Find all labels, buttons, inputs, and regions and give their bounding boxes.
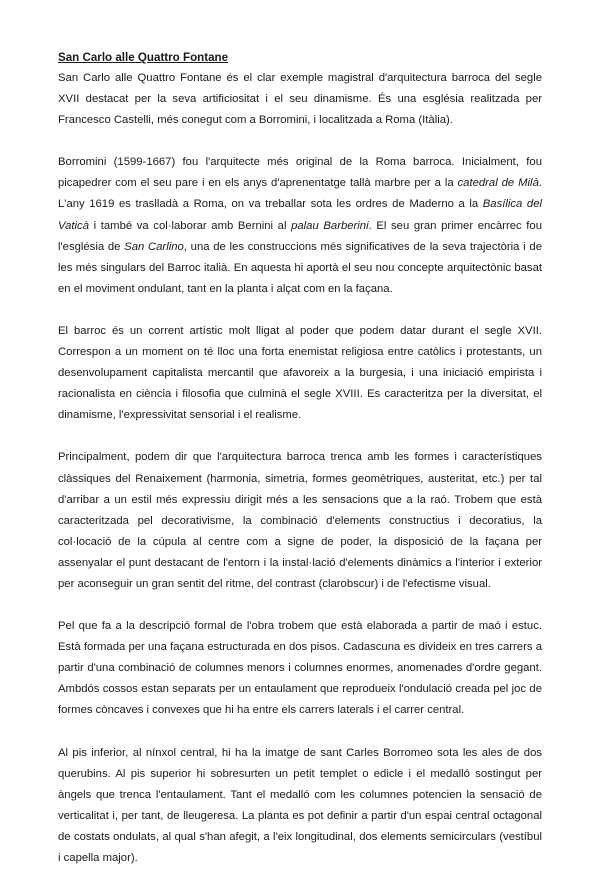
page-title: San Carlo alle Quattro Fontane: [58, 51, 229, 64]
paragraph-pis-inferior: Al pis inferior, al nínxol central, hi ha la imatge de sant Carles Borromeo sota les ales de dos querubins. Al pis superior hi sobresurten un petit templet o edicle i el medalló sostingut per àngels que trenca l'entaulament. Tant el medalló com les columnes potencien la sensació de verticalitat i, per tant, de lleugeresa. La planta es pot definir a partir d'un espai central octagonal de costats ondulats, al qual s'han afegit, a l'eix longitudinal, dos elements semicirculars (vestíbul i capella major).: [58, 746, 542, 864]
paragraph-text: . El seu gran primer encàrrec fou l'església de: [58, 219, 542, 253]
paragraph-barroc: El barroc és un corrent artístic molt lligat al poder que podem datar durant el segle XVII. Correspon a un moment on té lloc una forta enemistat religiosa entre catòlics i protestants, un desenvolupament capitalista mercantil que afavoreix a la burgesia, i una iniciació empirista i racionalista en ciència i filosofia que culminà el segle XVIII. Es caracteritza per la diversitat, el dinamisme, l'expressivitat sensorial i el realisme.: [58, 324, 542, 422]
paragraph-text: , una de les construccions més significatives de la seva trajectòria i de les més singulars del Barroc italià. En aquesta hi aportà el seu nou concepte arquitectònic basat en el moviment ondulant, tant en la planta i alçat com en la façana.: [58, 240, 542, 295]
paragraph-intro: San Carlo alle Quattro Fontane és el clar exemple magistral d'arquitectura barroca del segle XVII destacat per la seva artificiositat i el seu dinamisme. És una església realitzada per Francesco Castelli, més conegut com a Borromini, i localitzada a Roma (Itàlia).: [58, 72, 542, 127]
paragraph-text: . L'any 1619 es traslladà a Roma, on va treballar sota les ordres de Maderno a la: [58, 177, 542, 211]
document-page: [58, 48, 542, 890]
emphasis-basilica: Basílica del Vaticà: [58, 198, 542, 232]
paragraph-arquitectura: Principalment, podem dir que l'arquitectura barroca trenca amb les formes i característiques clàssiques del Renaixement (harmonia, simetria, formes geomètriques, austeritat, etc.) per tal d'arribar a un estil més expressiu dirigit més a les sensacions que a la raó. Trobem que està caracteritzada pel decorativisme, la combinació d'elements constructius i decoratius, la col·locació de la cúpula al centre com a signe de poder, la disposició de la façana per assenyalar el punt destacant de l'entorn i la instal·lació d'elements dinàmics a l'interior i exterior per aconseguir un gran sentit del ritme, del contrast (clarobscur) i de l'efectisme visual.: [58, 451, 542, 590]
emphasis-palau: palau Barberini: [291, 219, 369, 232]
paragraph-text: i també va col·laborar amb Bernini al: [88, 219, 292, 232]
emphasis-catedral: catedral de Milà: [457, 177, 539, 190]
paragraph-text: Borromini (1599-1667) fou l'arquitecte més original de la Roma barroca. Inicialment, fou picapedrer com el seu pare i en els anys d'aprenentatge tallà marbre per a la: [58, 156, 542, 190]
paragraph-borromini: [58, 152, 542, 300]
paragraph-descripcio: Pel que fa a la descripció formal de l'obra trobem que està elaborada a partir de maó i estuc. Està formada per una façana estructurada en dos pisos. Cadascuna es divideix en tres carrers a partir d'una combinació de columnes menors i columnes enormes, anomenades d'ordre gegant. Ambdós cossos estan separats per un entaulament que reprodueix l'ondulació creada pel joc de formes còncaves i convexes que hi ha entre els carrers laterals i el carrer central.: [58, 620, 542, 717]
emphasis-san-carlino: San Carlino: [124, 240, 184, 253]
